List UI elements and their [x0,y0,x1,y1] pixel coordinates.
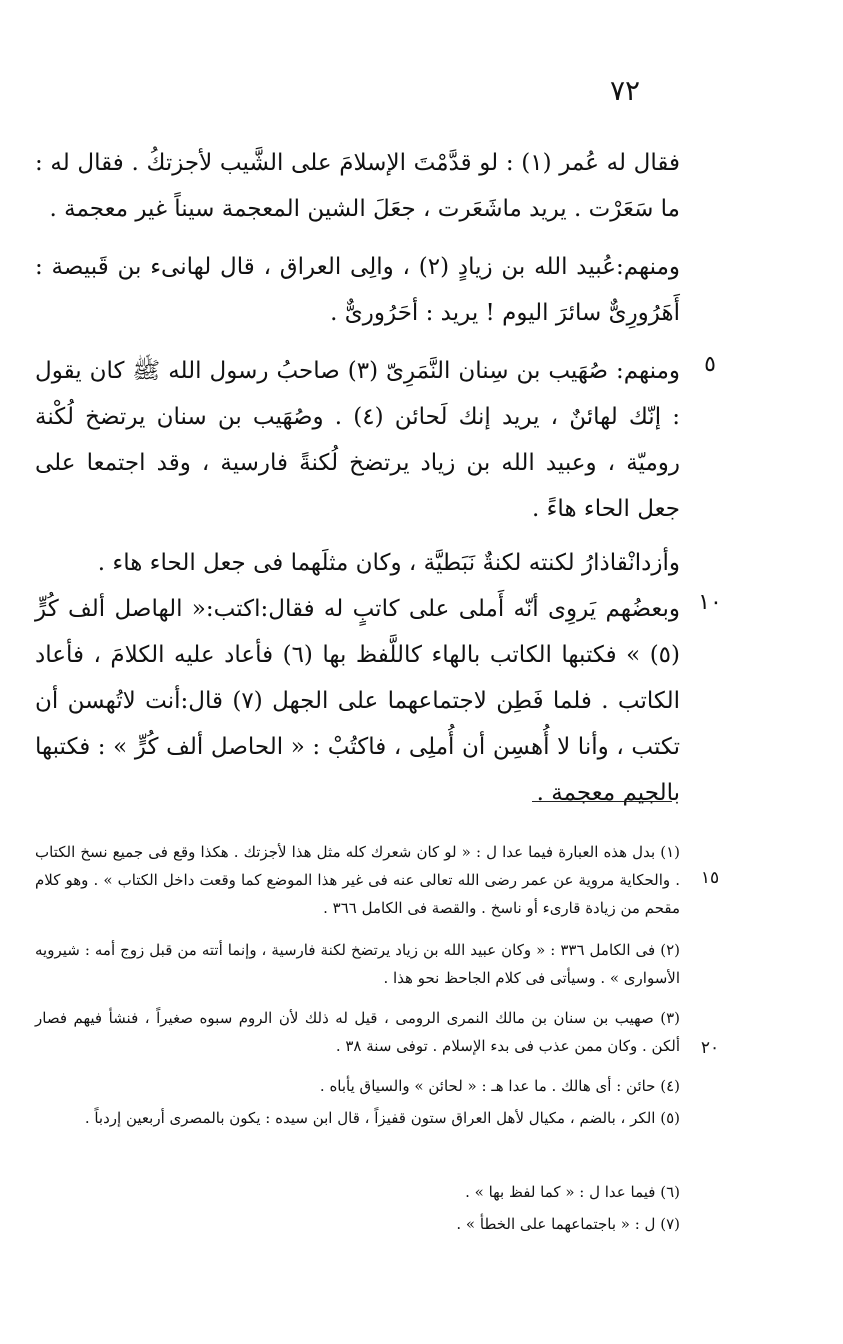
footnote-1: (١) بدل هذه العبارة فيما عدا ل : « لو كان شعرك كله مثل هذا لأجزتك . هكذا وقع فى جميع نسخ الكتاب . والحكاية مروية عن عمر رضى الله تعالى عنه فى غير هذا الموضع كما وقعت داخل الكتاب » . وهو كلام مقحم من زيادة قارىء أو ناسخ . والقصة فى الكامل ٣٦٦ . [35,843,680,917]
paragraph-2: ومنهم:عُبيد الله بن زيادٍ (٢) ، والِى العراق ، قال لهانىء بن قَبيصة : أَهَرُورِىٌّ سائرَ اليوم ! يريد : أحَرُورىٌّ . [35,254,680,326]
line-number-10: ١٠ [698,590,722,615]
line-number-15: ١٥ [700,868,720,888]
footnote-4: (٤) حائن : أى هالك . ما عدا هـ : « لحائن » والسياق يأباه . [319,1077,680,1095]
paragraph-3: ومنهم: صُهَيب بن سِنان النَّمَرِىّ (٣) صاحبُ رسول الله ﷺ كان يقول : إنّك لهائنٌ ، يريد إنك لَحائن (٤) . وصُهَيب بن سنان يرتضخ لُكْنة روميّة ، وعبيد الله بن زياد يرتضخ لُكنةً فارسية ، وقد اجتمعا على جعل الحاء هاءً . [35,358,680,522]
footnote-3: (٣) صهيب بن سنان بن مالك النمرى الرومى ، قيل له ذلك لأن الروم سبوه صغيراً ، فنشأ فيهم فصار ألكن . وكان ممن عذب فى بدء الإسلام . توفى سنة ٣٨ . [35,1009,680,1055]
footnote-7: (٧) ل : « باجتماعهما على الخطأ » . [456,1215,680,1233]
line-number-20: ٢٠ [700,1038,720,1058]
paragraph-4: وأزدانْقاذارُ لكنته لكنةٌ نَبَطيَّة ، وكان مثلَهما فى جعل الحاء هاء . [97,550,680,576]
page-number: ٧٢ [609,74,641,107]
footnote-5: (٥) الكر ، بالضم ، مكيال لأهل العراق ستون قفيزاً ، قال ابن سيده : يكون بالمصرى أربعين إردباً . [84,1109,680,1127]
footnote-6: (٦) فيما عدا ل : « كما لفظ بها » . [465,1183,680,1201]
footnote-2: (٢) فى الكامل ٣٣٦ : « وكان عبيد الله بن زياد يرتضخ لكنة فارسية ، وإنما أتته من قبل زوج أمه : شيرويه الأسوارى » . وسيأتى فى كلام الجاحظ نحو هذا . [35,941,680,987]
paragraph-5: وبعضُهم يَروِى أنّه أَملى على كاتبٍ له فقال:اكتب:« الهاصل ألف كُرٍّ (٥) » فكتبها الكاتب بالهاء كاللَّفظ بها (٦) فأعاد عليه الكلامَ ، فأعاد الكاتب . فلما فَطِن لاجتماعهما على الجهل (٧) قال:أنت لاتُهسن أن تكتب ، وأنا لا أُهسِن أن أُملِى ، فاكتُبْ : « الحاصل ألف كُرٍّ » : فكتبها بالجيم معجمة . [35,596,681,806]
line-number-5: ٥ [704,352,716,377]
paragraph-1: فقال له عُمر (١) : لو قدَّمْتَ الإسلامَ على الشَّيب لأجزتكُ . فقال له : ما سَعَرْت . يريد ماشَعَرت ، جعَلَ الشين المعجمة سيناً غير معجمة . [35,150,680,222]
footnote-divider [532,801,672,802]
